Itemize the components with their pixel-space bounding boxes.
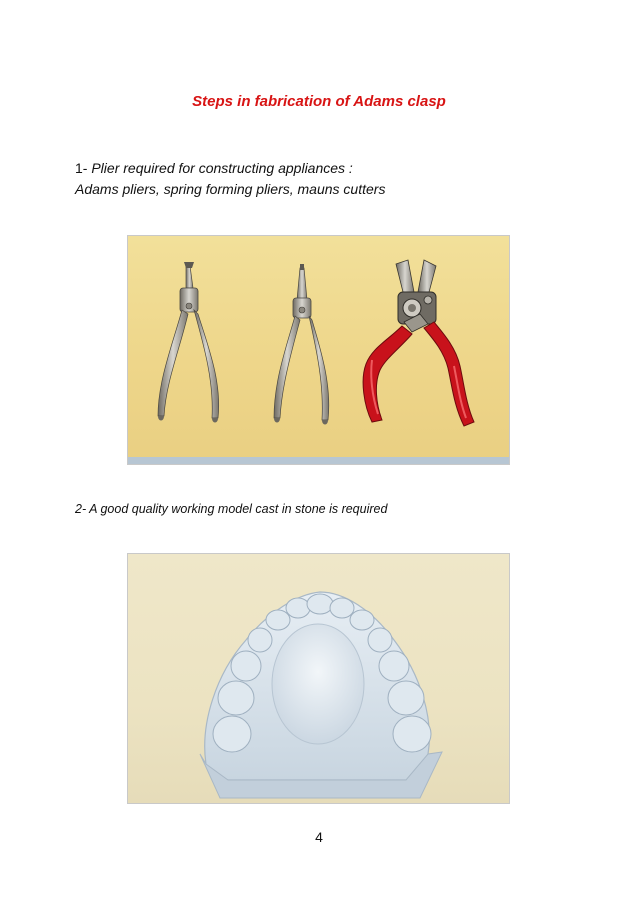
stone-model-illustration <box>128 554 509 803</box>
pliers-photo <box>127 235 510 465</box>
photo-bottom-band <box>128 457 509 464</box>
pliers-illustration <box>128 236 509 464</box>
spring-forming-pliers <box>274 264 329 425</box>
adams-pliers <box>158 262 219 423</box>
page-number: 4 <box>315 829 323 845</box>
step-1-text: Plier required for constructing appliances : <box>91 160 353 176</box>
page-title: Steps in fabrication of Adams clasp <box>192 93 446 110</box>
step-1-number: 1- <box>75 160 88 176</box>
stone-model-photo <box>127 553 510 804</box>
step-2-text: 2- A good quality working model cast in stone is required <box>75 502 388 516</box>
step-1-detail: Adams pliers, spring forming pliers, mauns cutters <box>75 181 386 197</box>
mauns-cutters <box>363 260 474 426</box>
step-1-line <box>75 158 353 179</box>
stone-cast-model <box>200 592 442 798</box>
